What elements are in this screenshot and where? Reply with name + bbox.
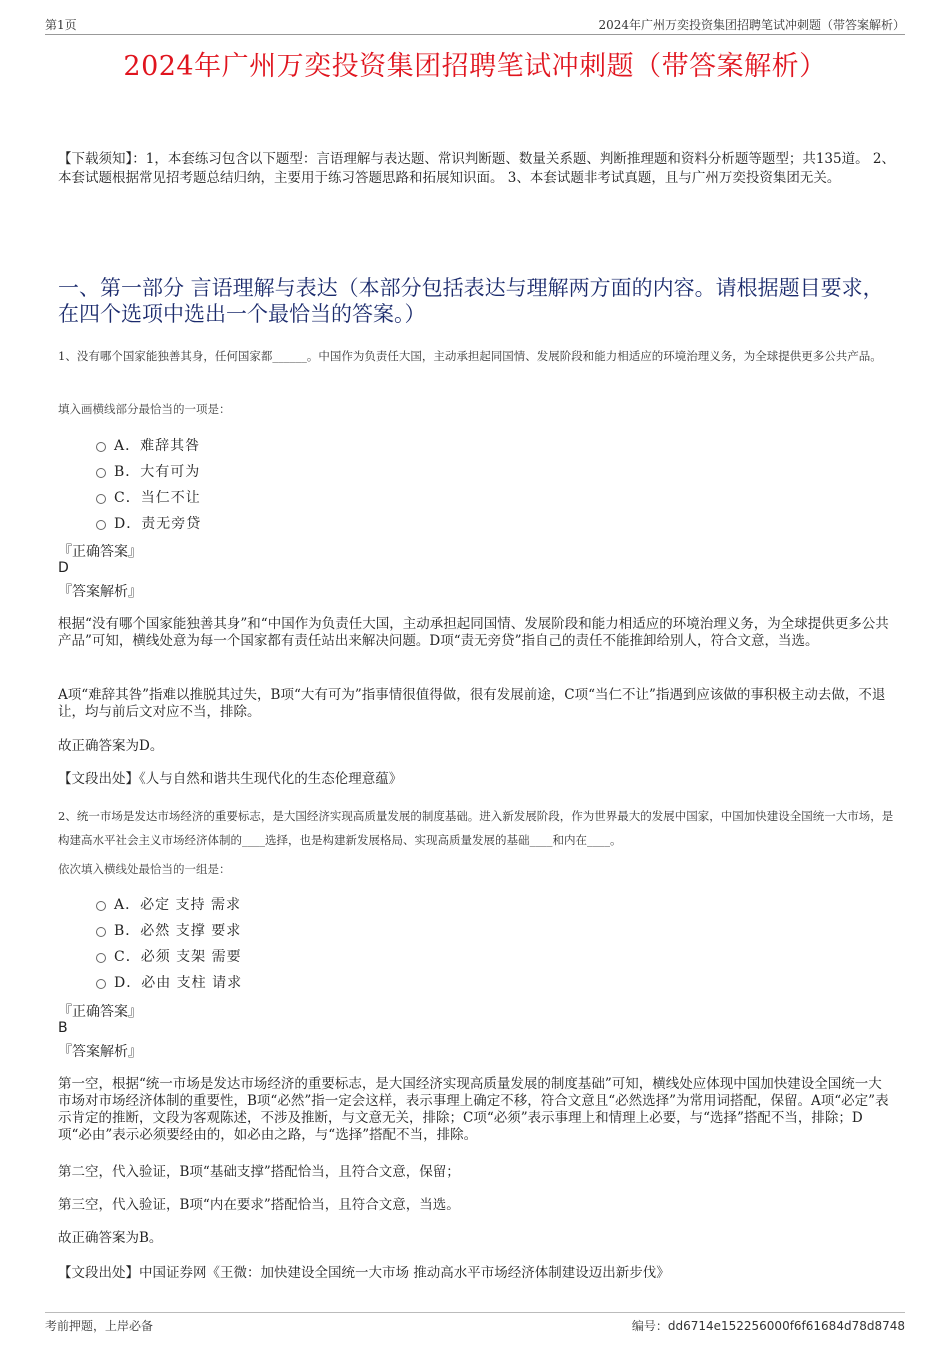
question-2-prompt: 依次填入横线处最恰当的一组是： <box>58 862 231 876</box>
question-1-prompt: 填入画横线部分最恰当的一项是： <box>58 402 231 416</box>
section-heading: 一、第一部分 言语理解与表达（本部分包括表达与理解两方面的内容。请根据题目要求，在四个选项中选出一个最恰当的答案。） <box>58 276 884 326</box>
radio-icon[interactable] <box>96 494 106 504</box>
analysis-paragraph: 第三空，代入验证，B项“内在要求”搭配恰当，且符合文意，当选。 <box>58 1197 460 1213</box>
answer-label: 『正确答案』 <box>58 1004 142 1020</box>
analysis-paragraph: 第一空，根据“统一市场是发达市场经济的重要标志，是大国经济实现高质量发展的制度基础”可知，横线处应体现中国加快建设全国统一大市场对市场经济体制的重要性，B项“必然”指一定会这样，表示事理上确定不移，符合文意且“必然选择”为常用词搭配，保留。A项“必定”表示肯定的推断，文段为客观陈述，不涉及推断，与文意无关，排除；C项“必须”表示事理上和情理上必要，与“选择”搭配不当，排除；D项“必由”表示必须要经由的，如必由之路，与“选择”搭配不当，排除。 <box>58 1076 889 1143</box>
analysis-paragraph: 第二空，代入验证，B项“基础支撑”搭配恰当，且符合文意，保留； <box>58 1164 460 1180</box>
header-doc-title: 2024年广州万奕投资集团招聘笔试冲刺题（带答案解析） <box>598 18 905 32</box>
radio-icon[interactable] <box>96 468 106 478</box>
option-b[interactable]: B．大有可为 <box>96 458 201 484</box>
radio-icon[interactable] <box>96 520 106 530</box>
option-a[interactable]: A．难辞其咎 <box>96 432 201 458</box>
option-b[interactable]: B．必然 支撑 要求 <box>96 917 242 943</box>
option-c[interactable]: C．当仁不让 <box>96 484 201 510</box>
option-a[interactable]: A．必定 支持 需求 <box>96 891 242 917</box>
analysis-paragraph: A项“难辞其咎”指难以推脱其过失，B项“大有可为”指事情很值得做，很有发展前途，C项“当仁不让”指遇到应该做的事积极主动去做，不退让，均与前后文对应不当，排除。 <box>58 687 886 720</box>
source-citation: 【文段出处】《人与自然和谐共生现代化的生态伦理意蕴》 <box>58 771 403 787</box>
question-2-options <box>96 891 242 995</box>
analysis-label: 『答案解析』 <box>58 584 142 600</box>
answer-label: 『正确答案』 <box>58 544 142 560</box>
document-code: 编号：dd6714e152256000f6f61684d78d8748 <box>631 1319 905 1333</box>
radio-icon[interactable] <box>96 927 106 937</box>
document-title: 2024年广州万奕投资集团招聘笔试冲刺题（带答案解析） <box>123 51 827 82</box>
page-number: 第1页 <box>45 18 77 32</box>
radio-icon[interactable] <box>96 901 106 911</box>
option-c[interactable]: C．必须 支架 需要 <box>96 943 242 969</box>
question-1-stem: 1、没有哪个国家能独善其身，任何国家都______。中国作为负责任大国，主动承担起同国情、发展阶段和能力相适应的环境治理义务，为全球提供更多公共产品。 <box>58 349 882 363</box>
question-2-stem: 2、统一市场是发达市场经济的重要标志，是大国经济实现高质量发展的制度基础。进入新发展阶段，作为世界最大的发展中国家，中国加快建设全国统一大市场，是构建高水平社会主义市场经济体制的____选择，也是构建新发展格局、实现高质量发展的基础____和内在____。 <box>58 809 894 847</box>
analysis-conclusion: 故正确答案为D。 <box>58 738 164 754</box>
analysis-conclusion: 故正确答案为B。 <box>58 1230 163 1246</box>
download-notice: 【下载须知】：1，本套练习包含以下题型：言语理解与表达题、常识判断题、数量关系题、判断推理题和资料分析题等题型；共135道。 2、本套试题根据常见招考题总结归纳，主要用于练习答题思路和拓展知识面。 3、本套试题非考试真题，且与广州万奕投资集团无关。 <box>58 151 895 186</box>
page-header <box>45 14 905 35</box>
radio-icon[interactable] <box>96 979 106 989</box>
source-citation: 【文段出处】中国证券网《王微：加快建设全国统一大市场 推动高水平市场经济体制建设迈出新步伐》 <box>58 1265 670 1281</box>
question-1-options <box>96 432 201 536</box>
analysis-paragraph: 根据“没有哪个国家能独善其身”和“中国作为负责任大国，主动承担起同国情、发展阶段和能力相适应的环境治理义务，为全球提供更多公共产品”可知，横线处意为每一个国家都有责任站出来解决问题。D项“责无旁贷”指自己的责任不能推卸给别人，符合文意，当选。 <box>58 616 889 649</box>
radio-icon[interactable] <box>96 953 106 963</box>
analysis-label: 『答案解析』 <box>58 1044 142 1060</box>
radio-icon[interactable] <box>96 442 106 452</box>
footer-slogan: 考前押题，上岸必备 <box>45 1319 154 1333</box>
option-d[interactable]: D．必由 支柱 请求 <box>96 969 242 995</box>
answer-value: D <box>58 560 69 576</box>
option-d[interactable]: D．责无旁贷 <box>96 510 201 536</box>
answer-value: B <box>58 1020 68 1036</box>
page-footer <box>45 1312 905 1333</box>
